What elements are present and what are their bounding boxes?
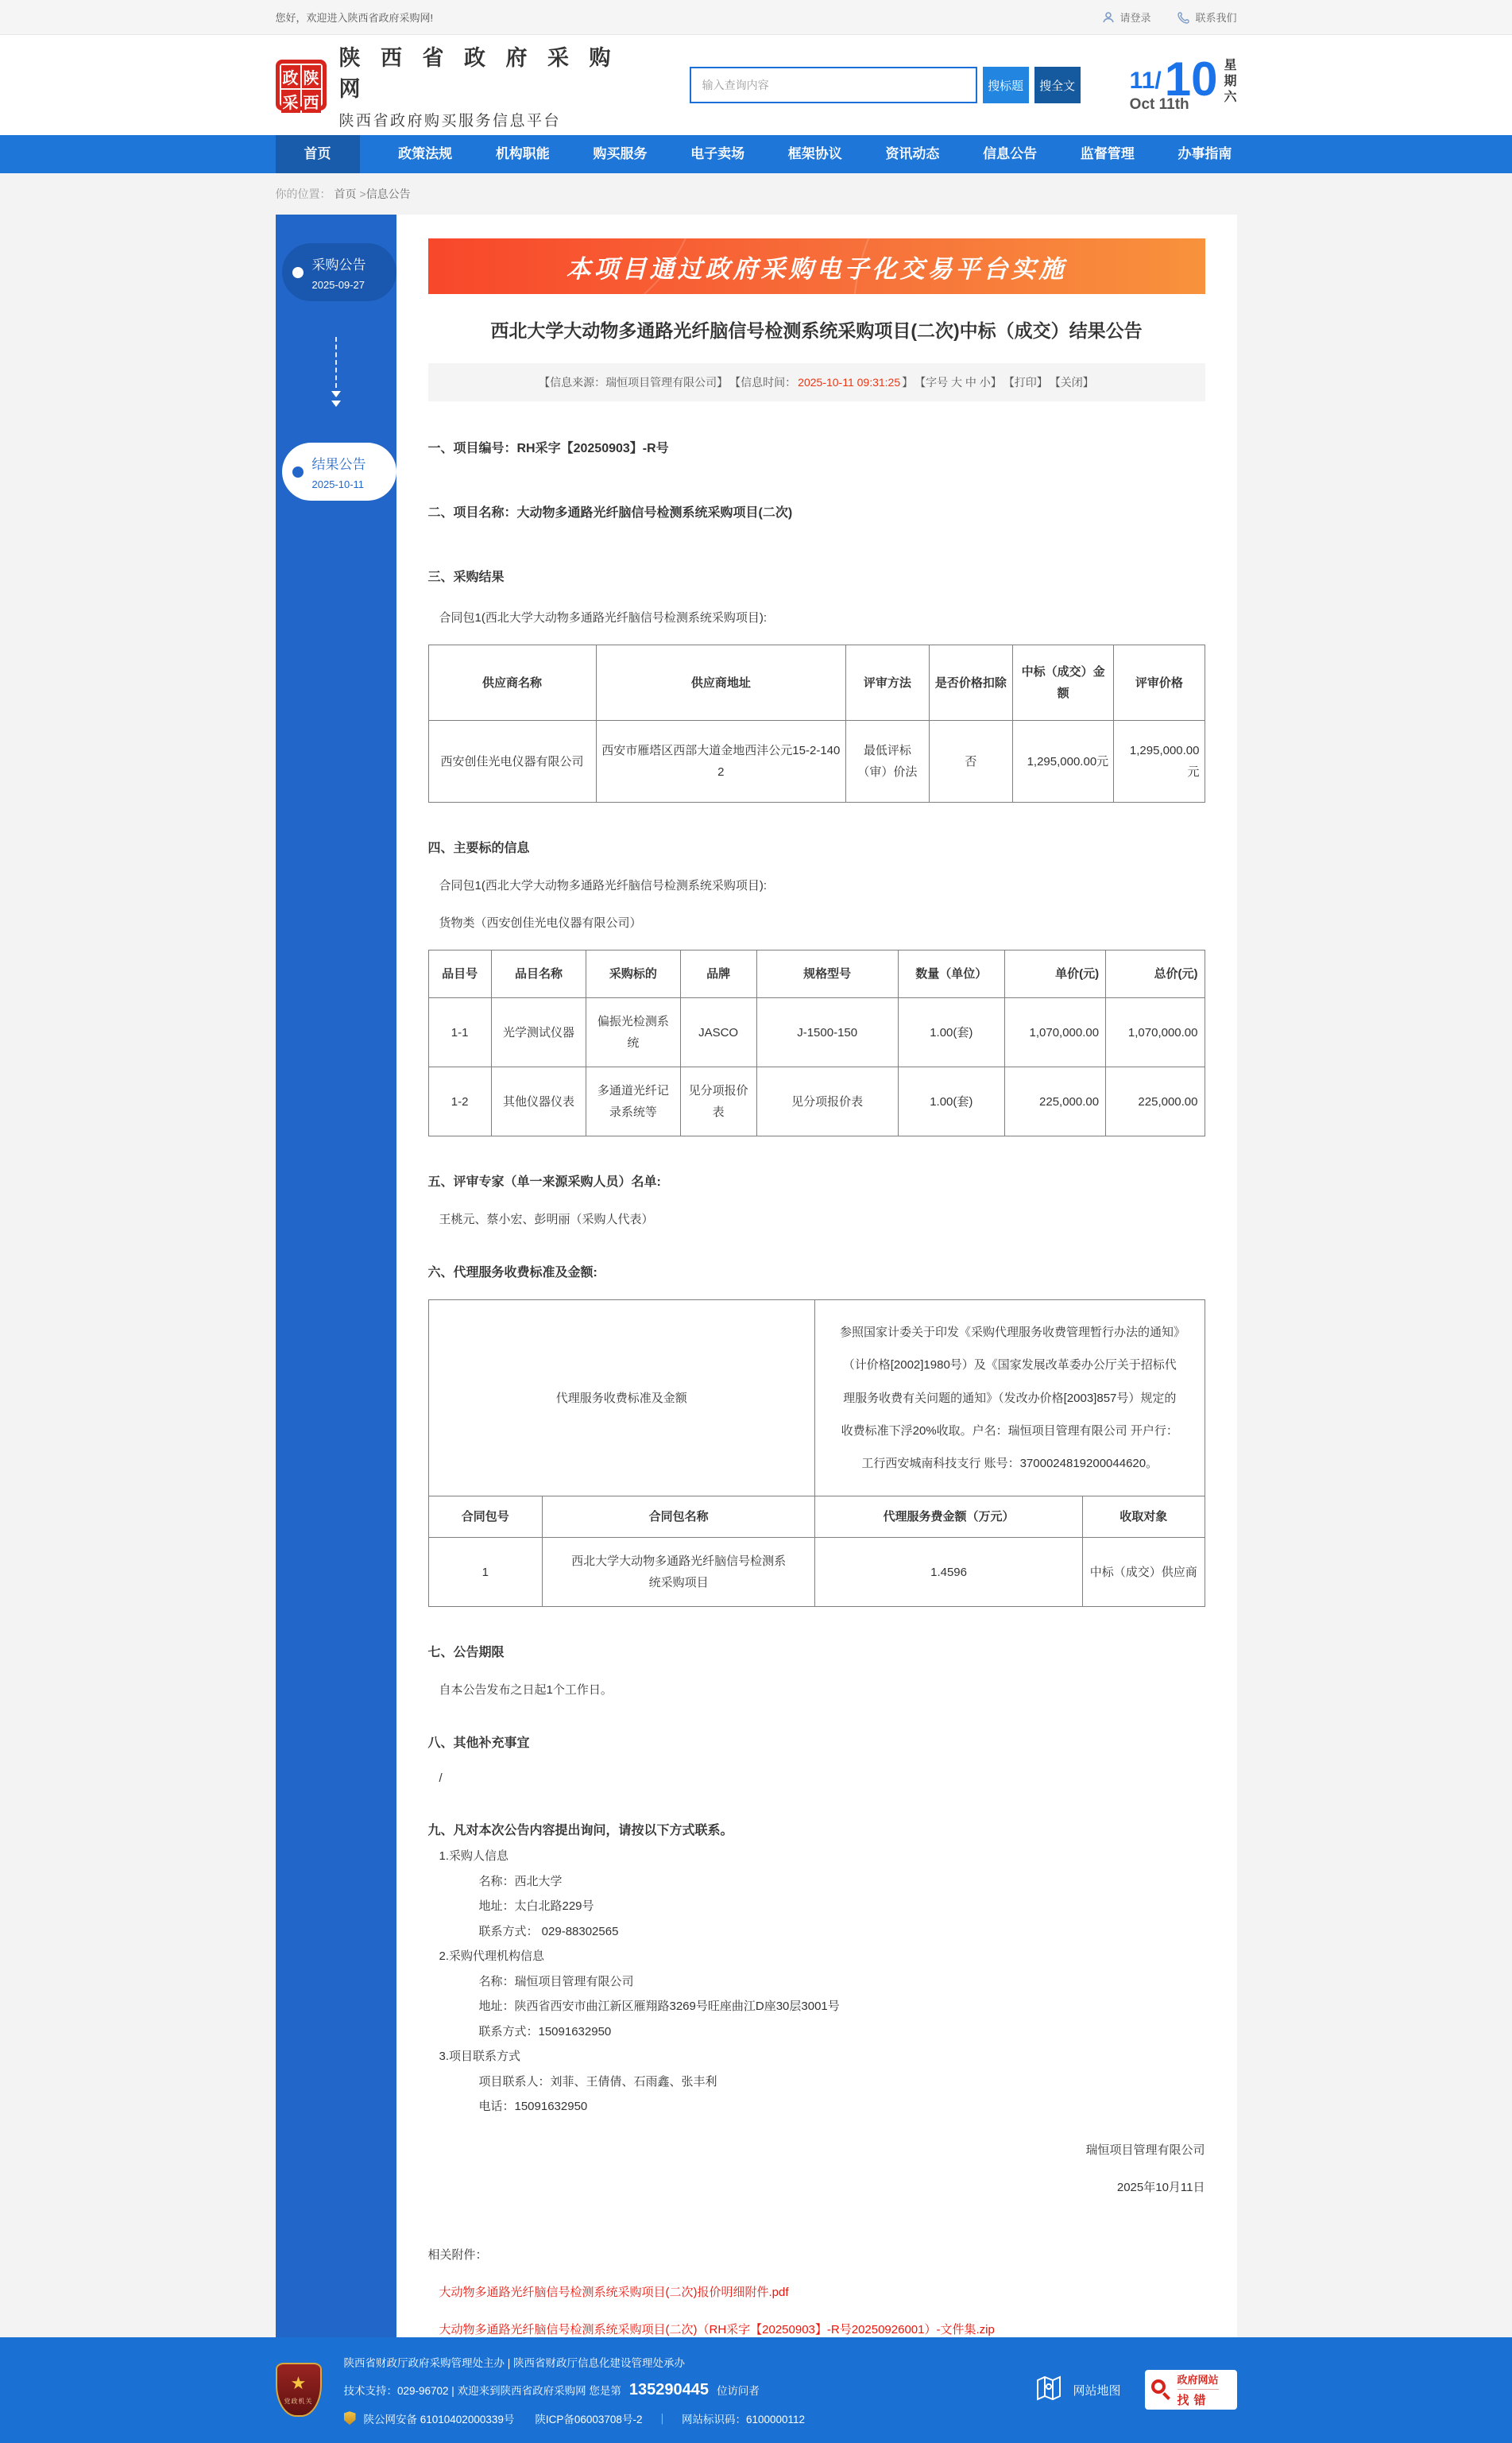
date-english: Oct 11th xyxy=(1129,96,1189,113)
section-4-heading: 四、主要标的信息 xyxy=(427,842,530,855)
contact-info xyxy=(428,1850,1205,2114)
platform-banner: 本项目通过政府采购电子化交易平台实施 xyxy=(428,238,1205,294)
page-title: 西北大学大动物多通路光纤脑信号检测系统采购项目(二次)中标（成交）结果公告 xyxy=(490,320,1143,341)
font-size-controls[interactable]: 【字号 大 中 小】 xyxy=(915,376,1002,389)
notice-period: 自本公告发布之日起1个工作日。 xyxy=(439,1683,613,1698)
nav-item-purchase-service[interactable]: 购买服务 xyxy=(593,146,648,161)
nav-item-info-notice[interactable]: 信息公告 xyxy=(983,146,1038,161)
phone-icon xyxy=(1178,11,1190,24)
section-5-heading: 五、评审专家（单一来源采购人员）名单: xyxy=(427,1175,661,1189)
nav-item-supervision[interactable]: 监督管理 xyxy=(1080,146,1135,161)
main-nav xyxy=(0,135,1512,173)
section-9-heading: 九、凡对本次公告内容提出询问，请按以下方式联系。 xyxy=(427,1824,733,1838)
signature-company: 瑞恒项目管理有限公司 xyxy=(1085,2143,1205,2157)
date-month: 11/ xyxy=(1129,68,1162,94)
section-2-heading: 二、项目名称：大动物多通路光纤脑信号检测系统采购项目(二次) xyxy=(427,506,793,520)
table-row: 1-2 其他仪器仪表 多通道光纤记录系统等 见分项报价表 见分项报价表 1.00(套) 225,000.00 225,000.00 xyxy=(428,1067,1205,1136)
table-header-row: 品目号 品目名称 采购标的 品牌 规格型号 数量（单位） 单价(元) 总价(元) xyxy=(428,950,1205,998)
gov-site-error-report-badge[interactable]: 政府网站 找错 xyxy=(1145,2370,1237,2410)
print-button[interactable]: 【打印】 xyxy=(1003,376,1048,389)
table-row: 代理服务收费标准及金额 参照国家计委关于印发《采购代理服务收费管理暂行办法的通知》（计价格[2002]1980号）及《国家发展改革委办公厅关于招标代理服务收费有关问题的通知》（发改办价格[2003]857号）规定的收费标准下浮20%收取。户名：瑞恒项目管理有限公司 开户行：工行西安城南科技支行 账号：3700024819200044620。 xyxy=(428,1300,1205,1496)
purchase-result-table xyxy=(428,645,1205,803)
visitor-count: 135290445 xyxy=(628,2380,709,2398)
section-1-heading: 一、项目编号：RH采字【20250903】-R号 xyxy=(427,442,669,455)
user-icon xyxy=(1102,11,1115,24)
table-row: 1 西北大学大动物多通路光纤脑信号检测系统采购项目 1.4596 中标（成交）供应商 xyxy=(428,1538,1205,1607)
timeline-dot-icon xyxy=(292,267,304,278)
timeline-arrow-down-icon xyxy=(276,301,396,443)
table-header-row: 合同包号 合同包名称 代理服务费金额（万元） 收取对象 xyxy=(428,1496,1205,1538)
attachment-pdf-link[interactable]: 大动物多通路光纤脑信号检测系统采购项目(二次)报价明细附件.pdf xyxy=(439,2285,789,2299)
search-input[interactable] xyxy=(690,67,977,103)
goods-category-line: 货物类（西安创佳光电仪器有限公司） xyxy=(439,916,642,930)
site-header xyxy=(0,35,1512,135)
agency-fee-table xyxy=(428,1299,1205,1607)
bid-items-table xyxy=(428,950,1205,1136)
nav-item-policy[interactable]: 政策法规 xyxy=(398,146,453,161)
info-time: 2025-10-11 09:31:25 xyxy=(798,376,901,389)
section-6-heading: 六、代理服务收费标准及金额: xyxy=(427,1266,597,1280)
footer-visitor-line: 技术支持：029-96702 | 欢迎来到陕西省政府采购网 您是第 135290445 位访问者 xyxy=(343,2380,760,2398)
nav-item-news[interactable]: 资讯动态 xyxy=(885,146,940,161)
other-matters: / xyxy=(439,1771,443,1786)
breadcrumb-home-link[interactable]: 首页 xyxy=(334,188,357,200)
contact-line: 名称：瑞恒项目管理有限公司 xyxy=(478,1974,634,1988)
attachments-list xyxy=(428,2283,1205,2337)
breadcrumb: 你的位置： 首页 > 信息公告 xyxy=(275,188,411,200)
contact-line: 2.采购代理机构信息 xyxy=(439,1949,545,1964)
expert-list: 王桃元、蔡小宏、彭明丽（采购人代表） xyxy=(439,1213,654,1226)
sidebar-item-purchase-notice[interactable]: 采购公告 2025-09-27 xyxy=(282,243,396,301)
site-code: 网站标识码：6100000112 xyxy=(681,2413,806,2426)
section-3-heading: 三、采购结果 xyxy=(427,571,505,584)
timeline-sidebar xyxy=(276,215,396,2337)
police-badge-icon xyxy=(344,2411,356,2425)
site-subtitle: 陕西省政府购买服务信息平台 xyxy=(338,112,562,130)
beian-link[interactable]: 陕公网安备 61010402000339号 xyxy=(363,2413,515,2426)
attachment-zip-link[interactable]: 大动物多通路光纤脑信号检测系统采购项目(二次)（RH采字【20250903】-R号20250926001）-文件集.zip xyxy=(439,2322,995,2337)
footer-organizer-line: 陕西省财政厅政府采购管理处主办 | 陕西省财政厅信息化建设管理处承办 xyxy=(343,2356,686,2369)
nav-item-e-mall[interactable]: 电子卖场 xyxy=(690,146,745,161)
section-8-heading: 八、其他补充事宜 xyxy=(427,1736,530,1751)
timeline-dot-icon xyxy=(292,467,304,478)
nav-item-guide[interactable]: 办事指南 xyxy=(1178,146,1232,161)
section-7-heading: 七、公告期限 xyxy=(427,1646,505,1660)
search-bar xyxy=(690,67,1081,103)
icp-link[interactable]: 陕ICP备06003708号-2 xyxy=(535,2413,643,2426)
contact-us-link[interactable]: 联系我们 xyxy=(1178,10,1236,25)
sitemap-link[interactable]: 网站地图 xyxy=(1033,2372,1120,2407)
date-widget xyxy=(1129,52,1237,114)
site-footer xyxy=(0,2337,1512,2443)
table-row: 西安创佳光电仪器有限公司 西安市雁塔区西部大道金地西沣公元15-2-1402 最低评标（审）价法 否 1,295,000.00元 1,295,000.00元 xyxy=(428,721,1205,803)
top-bar xyxy=(0,0,1512,35)
signature-block xyxy=(428,2141,1205,2195)
attachments-label: 相关附件： xyxy=(427,2247,488,2262)
info-source: 【信息来源：瑞恒项目管理有限公司】 xyxy=(539,376,729,389)
sidebar-item-result-notice[interactable]: 结果公告 2025-10-11 xyxy=(282,443,396,501)
gov-emblem-icon: ★ 党政机关 xyxy=(276,2363,322,2417)
close-button[interactable]: 【关闭】 xyxy=(1049,376,1094,389)
contract-pkg-intro: 合同包1(西北大学大动物多通路光纤脑信号检测系统采购项目): xyxy=(439,611,768,625)
date-day: 10 xyxy=(1164,52,1218,106)
article-main xyxy=(396,215,1237,2337)
site-logo: 政 陕 采 西 xyxy=(276,60,327,110)
search-title-button[interactable]: 搜标题 xyxy=(983,67,1029,103)
footer-registration-line: 陕公网安备 61010402000339号 陕ICP备06003708号-2 ｜ 网站标识码：6100000112 xyxy=(344,2410,806,2426)
contact-line: 电话：15091632950 xyxy=(478,2100,588,2114)
contact-line: 联系方式：15091632950 xyxy=(478,2024,612,2038)
contact-line: 项目联系人：刘菲、王倩倩、石雨鑫、张丰利 xyxy=(478,2074,717,2089)
article-meta-bar: 【信息来源：瑞恒项目管理有限公司】 【信息时间： 2025-10-11 09:31:25 】 【字号 大 中 小】 【打印】 【关闭】 xyxy=(428,363,1205,401)
contact-line: 名称：西北大学 xyxy=(478,1874,563,1888)
site-name: 陕 西 省 政 府 采 购 网 xyxy=(338,45,618,101)
table-header-row: 供应商名称 供应商地址 评审方法 是否价格扣除 中标（成交）金额 评审价格 xyxy=(428,645,1205,721)
table-row: 1-1 光学测试仪器 偏振光检测系统 JASCO J-1500-150 1.00(套) 1,070,000.00 1,070,000.00 xyxy=(428,998,1205,1067)
welcome-text: 您好，欢迎进入陕西省政府采购网! xyxy=(275,12,434,24)
nav-item-framework-agreement[interactable]: 框架协议 xyxy=(787,146,842,161)
magnifier-icon xyxy=(1151,2379,1172,2400)
search-fulltext-button[interactable]: 搜全文 xyxy=(1034,67,1081,103)
contract-pkg-intro-2: 合同包1(西北大学大动物多通路光纤脑信号检测系统采购项目): xyxy=(439,879,768,892)
nav-item-org-functions[interactable]: 机构职能 xyxy=(495,146,550,161)
login-link[interactable]: 请登录 xyxy=(1102,10,1150,25)
contact-line: 3.项目联系方式 xyxy=(439,2050,521,2064)
signature-date: 2025年10月11日 xyxy=(1116,2180,1205,2194)
map-icon xyxy=(1033,2372,1065,2407)
contact-line: 1.采购人信息 xyxy=(439,1849,509,1864)
nav-item-home[interactable]: 首页 xyxy=(276,135,360,173)
contact-line: 地址：太白北路229号 xyxy=(478,1899,594,1914)
contact-line: 地址：陕西省西安市曲江新区雁翔路3269号旺座曲江D座30层3001号 xyxy=(478,2000,840,2014)
date-weekday: 星 期 六 xyxy=(1224,59,1237,104)
contact-line: 联系方式： 029-88302565 xyxy=(478,1924,619,1938)
